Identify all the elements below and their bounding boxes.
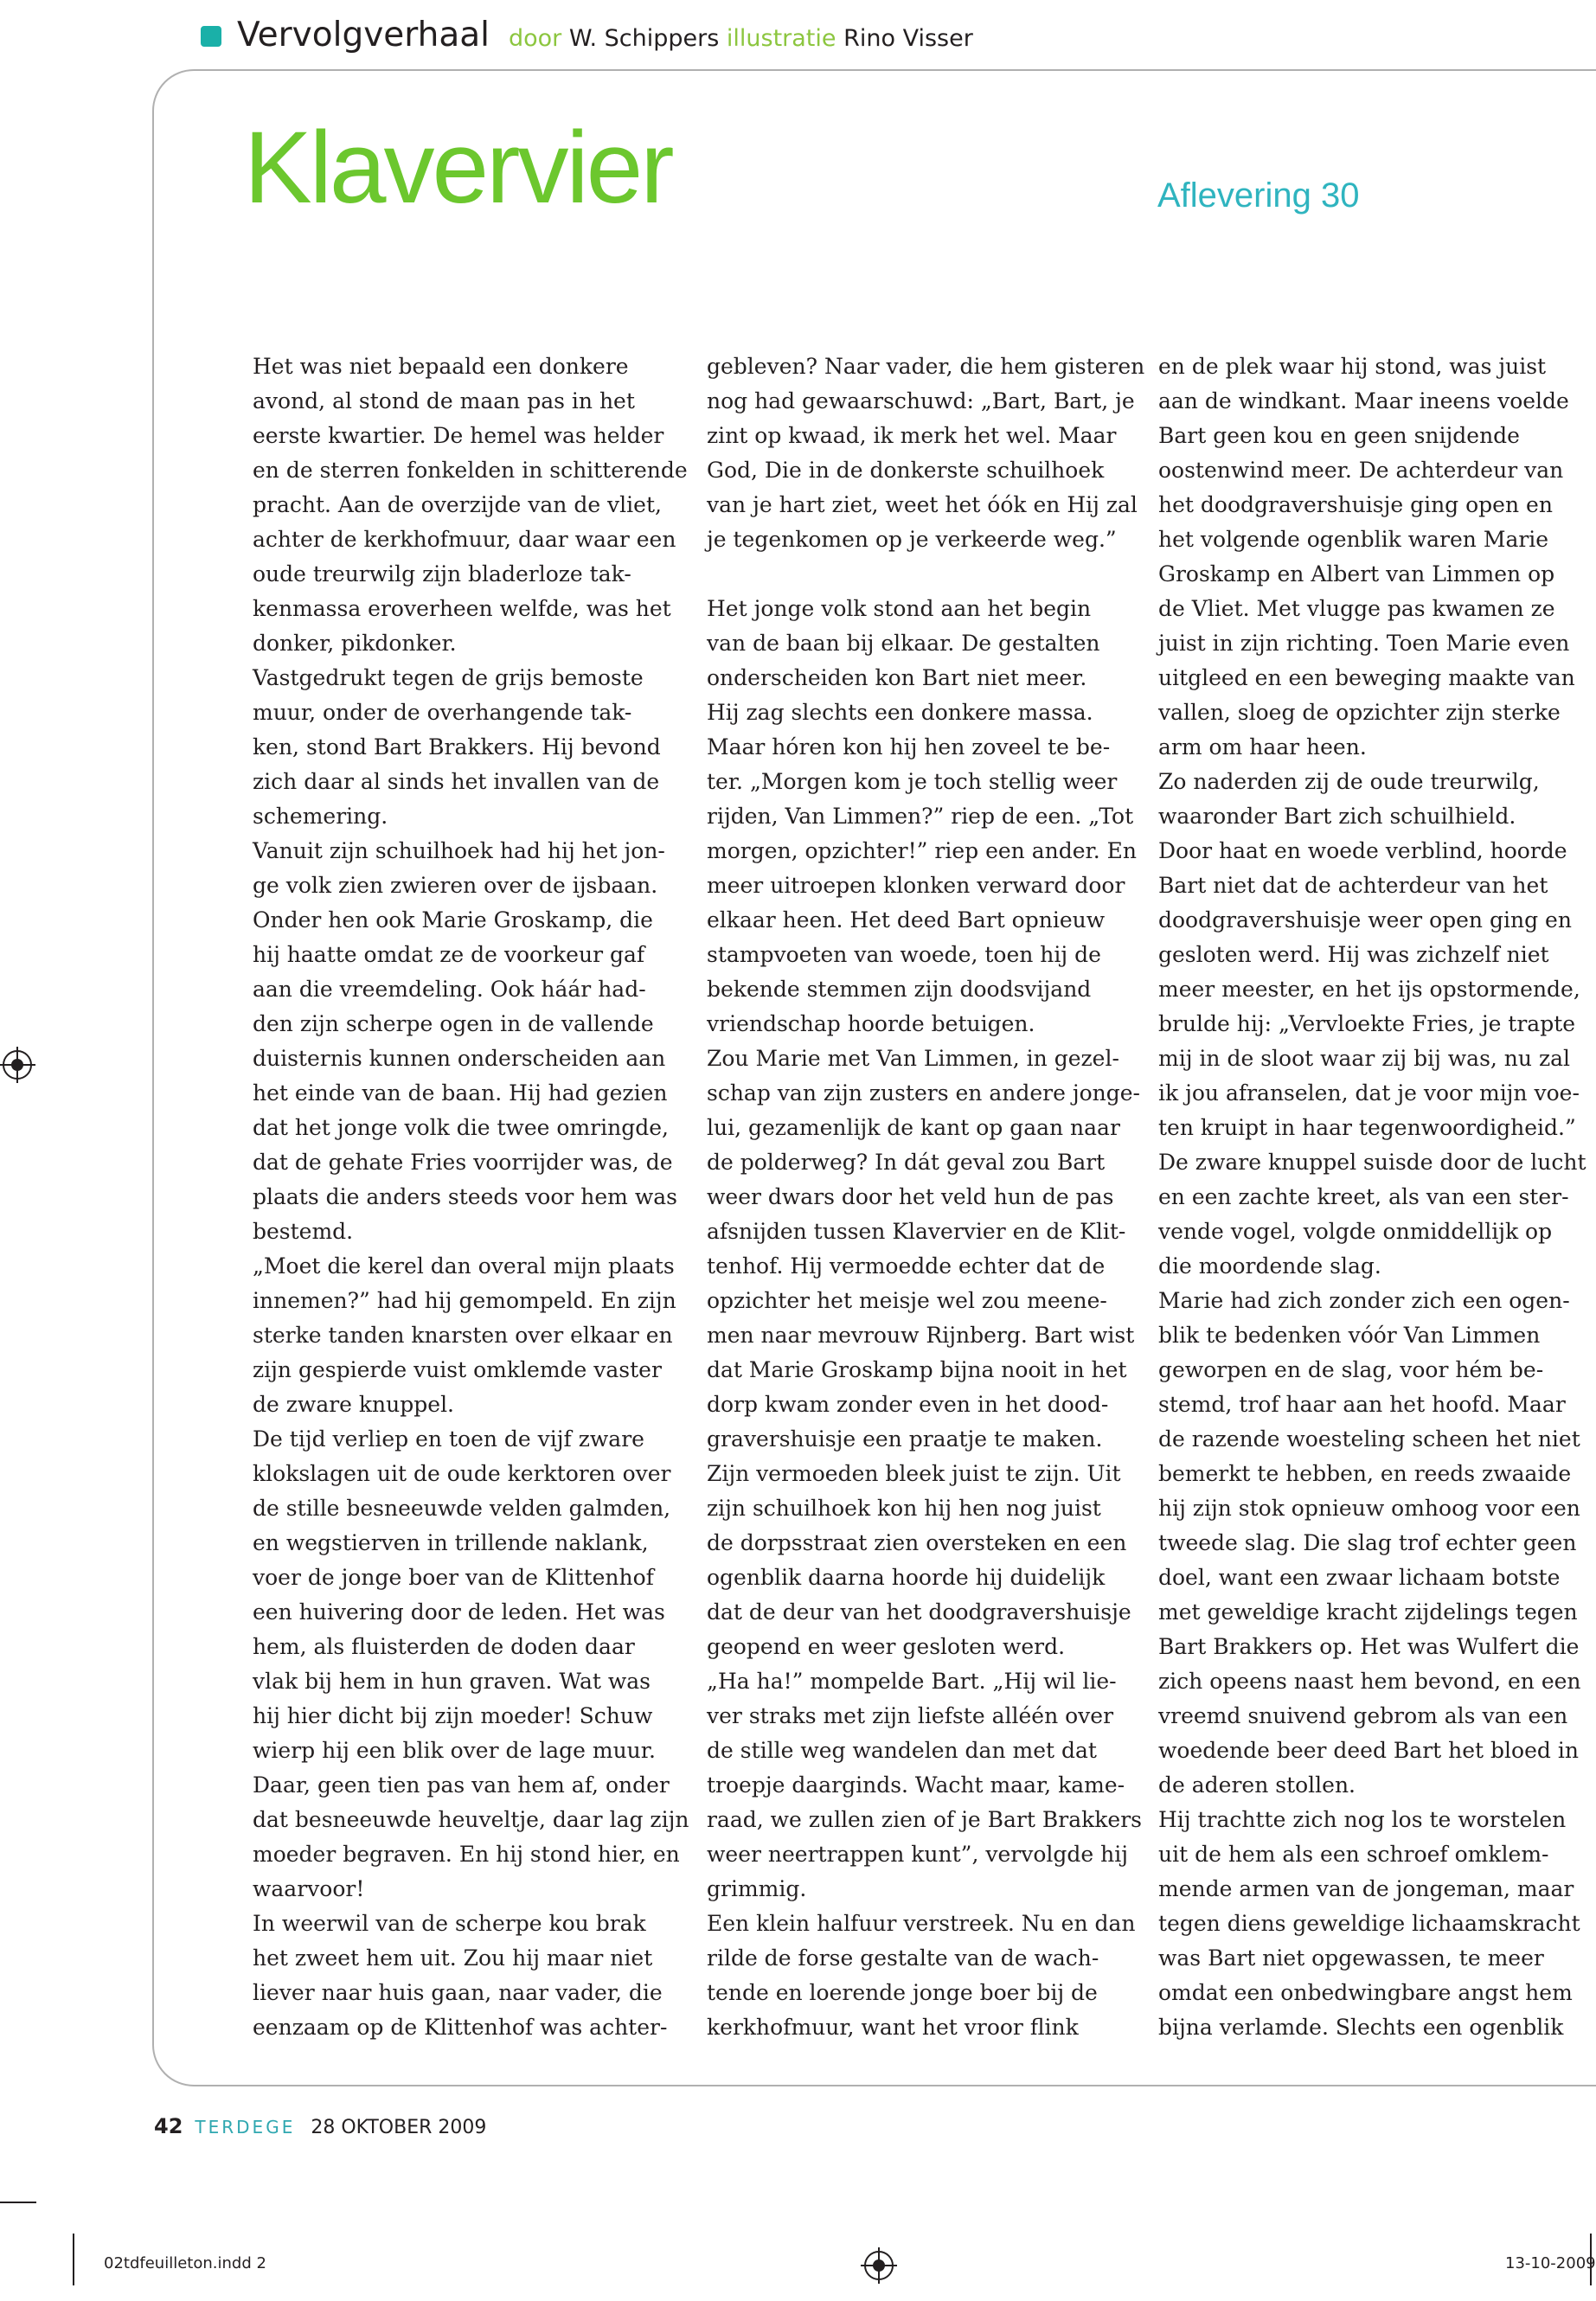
text-line: hem, als fluisterden de doden daar (253, 1634, 635, 1659)
text-line: rilde de forse gestalte van de wach- (707, 1945, 1099, 1971)
text-line: ten kruipt in haar tegenwoordigheid.” (1158, 1115, 1576, 1140)
text-line: klokslagen uit de oude kerktoren over (253, 1461, 671, 1486)
text-line: schap van zijn zusters en andere jonge- (707, 1080, 1140, 1106)
text-line: avond, al stond de maan pas in het (253, 388, 635, 413)
text-line: sterke tanden knarsten over elkaar en (253, 1323, 673, 1348)
text-line: bestemd. (253, 1219, 354, 1244)
text-column-1 (253, 349, 699, 2045)
text-line: zich opeens naast hem bevond, en een (1158, 1669, 1581, 1694)
text-line: Bart niet dat de achterdeur van het (1158, 873, 1548, 898)
text-line: „Ha ha!” mompelde Bart. „Hij wil lie- (707, 1669, 1117, 1694)
text-line: meer meester, en het ijs opstormende, (1158, 977, 1580, 1002)
text-line: oostenwind meer. De achterdeur van (1158, 458, 1564, 483)
text-line: aan de windkant. Maar ineens voelde (1158, 388, 1569, 413)
text-line: God, Die in de donkerste schuilhoek (707, 458, 1105, 483)
text-line: de zware knuppel. (253, 1392, 455, 1417)
text-line: van je hart ziet, weet het óók en Hij zal (707, 492, 1138, 517)
text-line: het zweet hem uit. Zou hij maar niet (253, 1945, 653, 1971)
text-line: dat het jonge volk die twee omringde, (253, 1115, 669, 1140)
text-line: hij zijn stok opnieuw omhoog voor een (1158, 1496, 1580, 1521)
text-line: Bart geen kou en geen snijdende (1158, 423, 1520, 448)
text-line: omdat een onbedwingbare angst hem (1158, 1980, 1573, 2005)
text-line: dat de deur van het doodgravershuisje (707, 1599, 1131, 1625)
text-line: waaronder Bart zich schuilhield. (1158, 804, 1516, 829)
text-line: Zijn vermoeden bleek juist te zijn. Uit (707, 1461, 1121, 1486)
text-line: Onder hen ook Marie Groskamp, die (253, 907, 653, 933)
text-line: wierp hij een blik over de lage muur. (253, 1738, 656, 1763)
text-line: onderscheiden kon Bart niet meer. (707, 665, 1087, 690)
text-line: tenhof. Hij vermoedde echter dat de (707, 1253, 1106, 1279)
text-line: Zo naderden zij de oude treurwilg, (1158, 769, 1540, 794)
text-line: mij in de sloot waar zij bij was, nu zal (1158, 1046, 1571, 1071)
story-title: Klavervier (244, 111, 672, 225)
text-line: en wegstierven in trillende naklank, (253, 1530, 649, 1555)
illustrator-name: Rino Visser (843, 25, 973, 52)
text-line: het einde van de baan. Hij had gezien (253, 1080, 668, 1106)
text-line: In weerwil van de scherpe kou brak (253, 1911, 646, 1936)
text-line: de polderweg? In dát geval zou Bart (707, 1150, 1106, 1175)
text-line: elkaar heen. Het deed Bart opnieuw (707, 907, 1106, 933)
magazine-name: TERDEGE (195, 2117, 296, 2138)
text-line: ge volk zien zwieren over de ijsbaan. (253, 873, 658, 898)
text-line: en de plek waar hij stond, was juist (1158, 354, 1547, 379)
crop-mark (73, 2234, 74, 2285)
text-line: zint op kwaad, ik merk het wel. Maar (707, 423, 1117, 448)
text-line: waarvoor! (253, 1876, 365, 1901)
text-line: donker, pikdonker. (253, 631, 457, 656)
text-line: vreemd snuivend gebrom als van een (1158, 1703, 1568, 1728)
text-line: de Vliet. Met vlugge pas kwamen ze (1158, 596, 1555, 621)
text-line: Daar, geen tien pas van hem af, onder (253, 1772, 670, 1798)
text-line: Vanuit zijn schuilhoek had hij het jon- (253, 838, 665, 863)
text-column-3 (1158, 349, 1596, 2045)
text-line: hij hier dicht bij zijn moeder! Schuw (253, 1703, 653, 1728)
text-line: de dorpsstraat zien oversteken en een (707, 1530, 1127, 1555)
text-line: Het was niet bepaald een donkere (253, 354, 629, 379)
text-line: die moordende slag. (1158, 1253, 1381, 1279)
text-line: Bart Brakkers op. Het was Wulfert die (1158, 1634, 1580, 1659)
registration-mark-icon (3, 1050, 32, 1080)
text-line: muur, onder de overhangende tak- (253, 700, 632, 725)
text-line: zich daar al sinds het invallen van de (253, 769, 660, 794)
text-line: grimmig. (707, 1876, 807, 1901)
text-line: morgen, opzichter!” riep een ander. En (707, 838, 1137, 863)
text-line: vriendschap hoorde betuigen. (707, 1011, 1035, 1036)
text-line: de stille besneeuwde velden galmden, (253, 1496, 671, 1521)
text-line: de stille weg wandelen dan met dat (707, 1738, 1097, 1763)
slug-filename: 02tdfeuilleton.indd 2 (104, 2254, 266, 2272)
crop-mark (0, 2202, 36, 2203)
illustration-label: illustratie (726, 25, 836, 52)
text-line: tegen diens geweldige lichaamskracht (1158, 1911, 1580, 1936)
text-line: dat de gehate Fries voorrijder was, de (253, 1150, 673, 1175)
text-line: lui, gezamenlijk de kant op gaan naar (707, 1115, 1120, 1140)
text-line: eenzaam op de Klittenhof was achter- (253, 2015, 668, 2040)
text-line: juist in zijn richting. Toen Marie even (1158, 631, 1570, 656)
text-line: troepje daarginds. Wacht maar, kame- (707, 1772, 1125, 1798)
text-line: geworpen en de slag, voor hém be- (1158, 1357, 1544, 1382)
text-line: met geweldige kracht zijdelings tegen (1158, 1599, 1578, 1625)
text-line: uit de hem als een schroef omklem- (1158, 1842, 1549, 1867)
text-line: Door haat en woede verblind, hoorde (1158, 838, 1567, 863)
text-line: woedende beer deed Bart het bloed in (1158, 1738, 1579, 1763)
text-line: van de baan bij elkaar. De gestalten (707, 631, 1100, 656)
text-line: arm om haar heen. (1158, 734, 1367, 760)
text-line: blik te bedenken vóór Van Limmen (1158, 1323, 1541, 1348)
text-line: een huivering door de leden. Het was (253, 1599, 665, 1625)
text-line: het volgende ogenblik waren Marie (1158, 527, 1549, 552)
text-line: ik jou afranselen, dat je voor mijn voe- (1158, 1080, 1580, 1106)
text-line: vallen, sloeg de opzichter zijn sterke (1158, 700, 1561, 725)
text-line: en een zachte kreet, als van een ster- (1158, 1184, 1569, 1209)
text-line: dat besneeuwde heuveltje, daar lag zijn (253, 1807, 689, 1832)
text-line: zijn schuilhoek kon hij hen nog juist (707, 1496, 1101, 1521)
text-line: gebleven? Naar vader, die hem gisteren (707, 354, 1145, 379)
text-line: uitgleed en een beweging maakte van (1158, 665, 1575, 690)
text-line: aan die vreemdeling. Ook háár had- (253, 977, 646, 1002)
text-line: kenmassa eroverheen welfde, was het (253, 596, 671, 621)
text-column-2 (707, 349, 1153, 2045)
text-line: voer de jonge boer van de Klittenhof (253, 1565, 654, 1590)
text-line: nog had gewaarschuwd: „Bart, Bart, je (707, 388, 1135, 413)
slug-date: 13-10-2009 (1505, 2254, 1596, 2272)
text-line: raad, we zullen zien of je Bart Brakkers (707, 1807, 1142, 1832)
text-line: je tegenkomen op je verkeerde weg.” (707, 527, 1117, 552)
text-line: De tijd verliep en toen de vijf zware (253, 1426, 644, 1452)
text-line: Zou Marie met Van Limmen, in gezel- (707, 1046, 1119, 1071)
text-line: schemering. (253, 804, 388, 829)
text-line: dat Marie Groskamp bijna nooit in het (707, 1357, 1127, 1382)
episode-label: Aflevering 30 (1157, 176, 1360, 215)
text-line: men naar mevrouw Rijnberg. Bart wist (707, 1323, 1135, 1348)
section-header (201, 16, 973, 54)
text-line: oude treurwilg zijn bladerloze tak- (253, 561, 631, 586)
text-line: ter. „Morgen kom je toch stellig weer (707, 769, 1118, 794)
text-line: Een klein halfuur verstreek. Nu en dan (707, 1911, 1136, 1936)
registration-mark-icon (864, 2251, 894, 2280)
text-line: was Bart niet opgewassen, te meer (1158, 1945, 1544, 1971)
text-line: Groskamp en Albert van Limmen op (1158, 561, 1555, 586)
text-line: doel, want een zwaar lichaam botste (1158, 1565, 1561, 1590)
text-line: gravershuisje een praatje te maken. (707, 1426, 1103, 1452)
text-line: rijden, Van Limmen?” riep de een. „Tot (707, 804, 1134, 829)
text-line: zijn gespierde vuist omklemde vaster (253, 1357, 662, 1382)
text-line: geopend en weer gesloten werd. (707, 1634, 1066, 1659)
text-line: ken, stond Bart Brakkers. Hij bevond (253, 734, 661, 760)
text-line: de aderen stollen. (1158, 1772, 1356, 1798)
text-line: tende en loerende jonge boer bij de (707, 1980, 1098, 2005)
page-footer (154, 2114, 486, 2138)
text-line: het doodgravershuisje ging open en (1158, 492, 1553, 517)
text-line: opzichter het meisje wel zou meene- (707, 1288, 1107, 1313)
text-line: mende armen van de jongeman, maar (1158, 1876, 1574, 1901)
text-line: liever naar huis gaan, naar vader, die (253, 1980, 663, 2005)
text-line: meer uitroepen klonken verward door (707, 873, 1125, 898)
text-line: Het jonge volk stond aan het begin (707, 596, 1092, 621)
issue-date: 28 OKTOBER 2009 (311, 2117, 487, 2138)
text-line: de razende woesteling scheen het niet (1158, 1426, 1580, 1452)
text-line: duisternis kunnen onderscheiden aan (253, 1046, 666, 1071)
section-square-icon (201, 26, 221, 47)
text-line: tweede slag. Die slag trof echter geen (1158, 1530, 1577, 1555)
text-line: innemen?” had hij gemompeld. En zijn (253, 1288, 676, 1313)
text-line: stemd, trof haar aan het hoofd. Maar (1158, 1392, 1566, 1417)
text-line: vlak bij hem in hun graven. Wat was (253, 1669, 651, 1694)
text-line: ogenblik daarna hoorde hij duidelijk (707, 1565, 1106, 1590)
text-line: brulde hij: „Vervloekte Fries, je trapte (1158, 1011, 1576, 1036)
series-label: Vervolgverhaal (237, 16, 490, 54)
by-label: door (509, 25, 562, 52)
page-number: 42 (154, 2114, 183, 2138)
text-line: kerkhofmuur, want het vroor flink (707, 2015, 1079, 2040)
text-line: vende vogel, volgde onmiddellijk op (1158, 1219, 1553, 1244)
text-line: bijna verlamde. Slechts een ogenblik (1158, 2015, 1564, 2040)
text-line: dorp kwam zonder even in het dood- (707, 1392, 1109, 1417)
text-line: achter de kerkhofmuur, daar waar een (253, 527, 676, 552)
credits (509, 25, 973, 52)
text-line: „Moet die kerel dan overal mijn plaats (253, 1253, 675, 1279)
text-line: weer neertrappen kunt”, vervolgde hij (707, 1842, 1128, 1867)
text-line: en de sterren fonkelden in schitterende (253, 458, 688, 483)
text-line: doodgravershuisje weer open ging en (1158, 907, 1572, 933)
text-line: Maar hóren kon hij hen zoveel te be- (707, 734, 1111, 760)
text-line: stampvoeten van woede, toen hij de (707, 942, 1101, 967)
text-line: hij haatte omdat ze de voorkeur gaf (253, 942, 645, 967)
text-line: Marie had zich zonder zich een ogen- (1158, 1288, 1570, 1313)
text-line: den zijn scherpe ogen in de vallende (253, 1011, 654, 1036)
text-line: afsnijden tussen Klavervier en de Klit- (707, 1219, 1126, 1244)
text-line: Hij zag slechts een donkere massa. (707, 700, 1093, 725)
text-line: pracht. Aan de overzijde van de vliet, (253, 492, 662, 517)
author-name: W. Schippers (568, 25, 720, 52)
text-line: plaats die anders steeds voor hem was (253, 1184, 677, 1209)
text-line: gesloten werd. Hij was zichzelf niet (1158, 942, 1549, 967)
text-line: ver straks met zijn liefste alléén over (707, 1703, 1114, 1728)
text-line: De zware knuppel suisde door de lucht (1158, 1150, 1586, 1175)
text-line: bekende stemmen zijn doodsvijand (707, 977, 1092, 1002)
text-line (707, 557, 1153, 592)
text-line: bemerkt te hebben, en reeds zwaaide (1158, 1461, 1572, 1486)
text-line: moeder begraven. En hij stond hier, en (253, 1842, 680, 1867)
text-line: weer dwars door het veld hun de pas (707, 1184, 1114, 1209)
text-line: Hij trachtte zich nog los te worstelen (1158, 1807, 1567, 1832)
text-line: Vastgedrukt tegen de grijs bemoste (253, 665, 644, 690)
text-line: eerste kwartier. De hemel was helder (253, 423, 664, 448)
